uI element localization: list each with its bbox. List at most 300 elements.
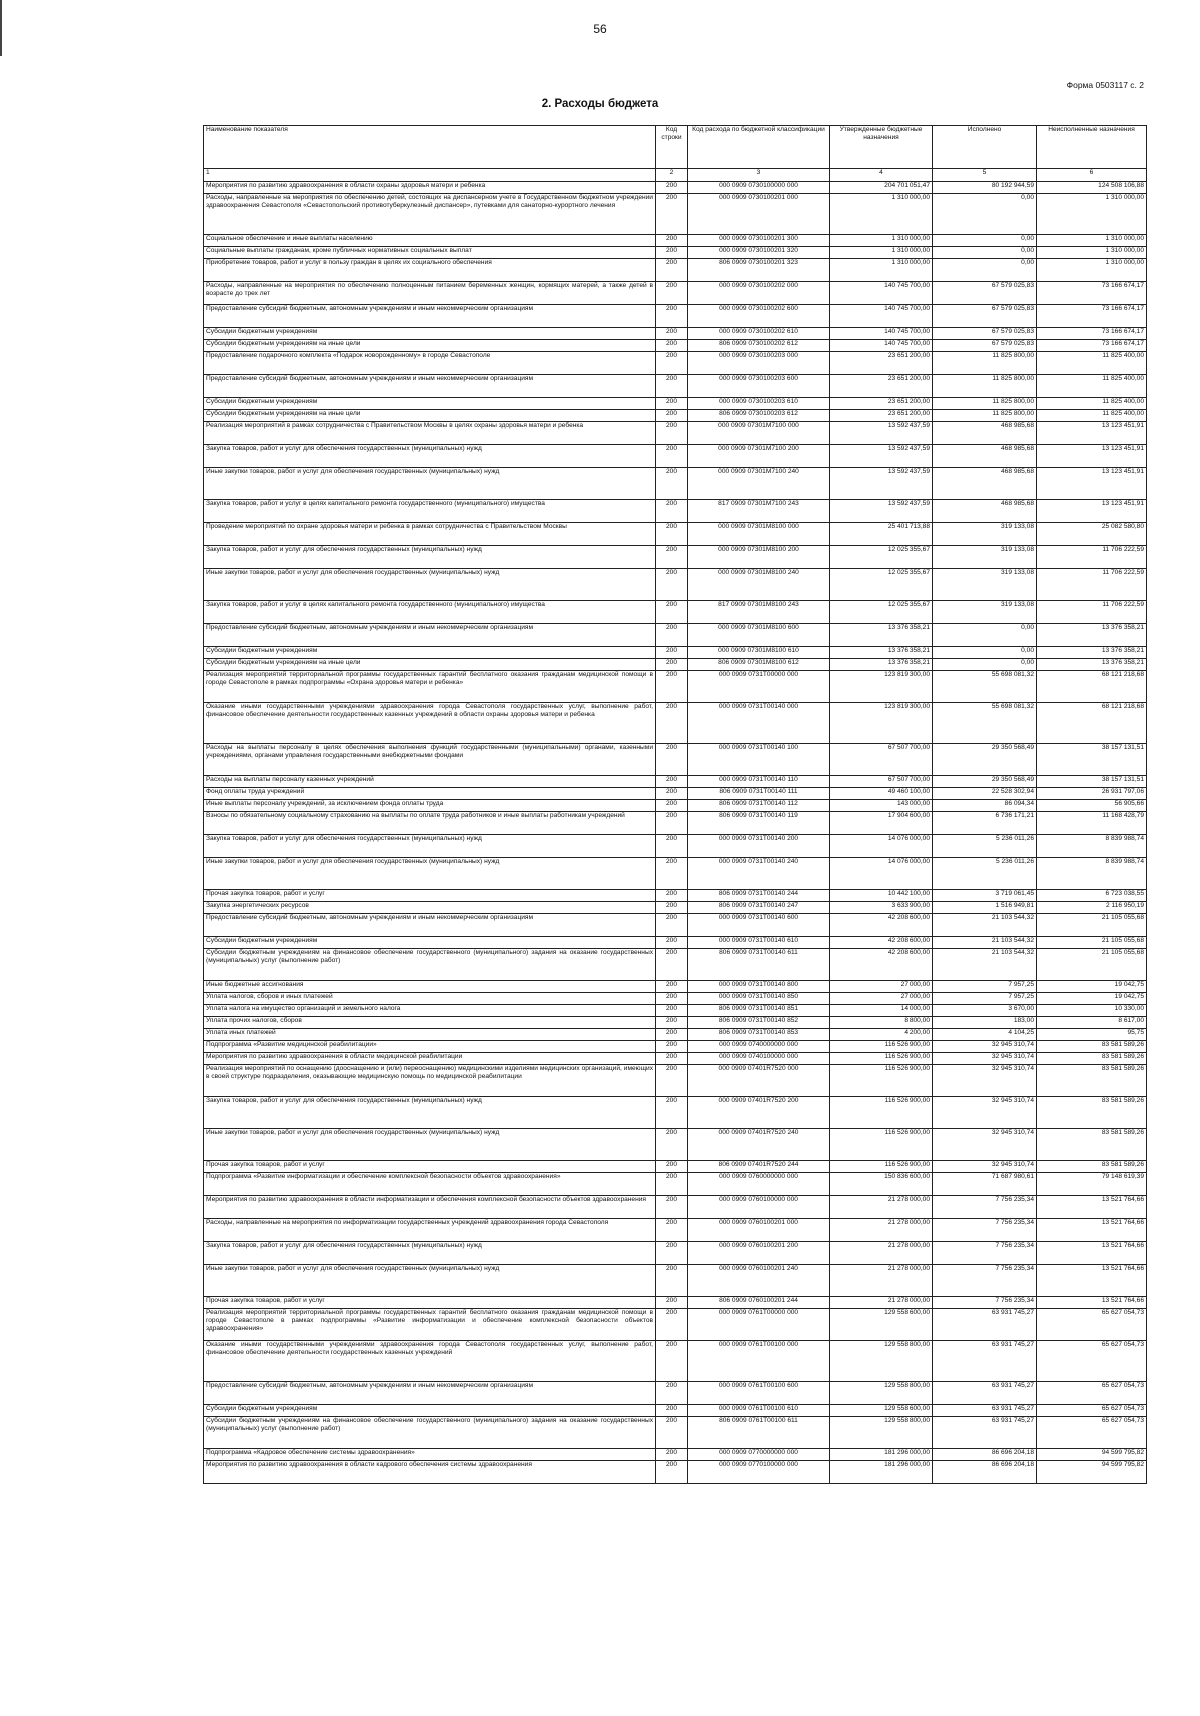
row-classification-code-cell: 806 0909 0731T00140 852 bbox=[688, 1017, 830, 1029]
row-executed-cell: 3 670,00 bbox=[933, 1005, 1037, 1017]
row-name-cell: Расходы на выплаты персоналу в целях обеспечения выполнения функций государственными (муниципальными) органами, казенными учреждениями, органами управления государственными внебюджетными фондами bbox=[204, 744, 656, 776]
row-approved-cell: 13 592 437,59 bbox=[830, 500, 933, 523]
row-name-cell: Иные закупки товаров, работ и услуг для обеспечения государственных (муниципальных) нужд bbox=[204, 858, 656, 890]
row-line-code-cell: 200 bbox=[656, 703, 688, 744]
row-executed-cell: 21 103 544,32 bbox=[933, 937, 1037, 949]
table-header-row bbox=[204, 126, 1147, 169]
row-executed-cell: 5 236 011,26 bbox=[933, 835, 1037, 858]
row-executed-cell: 32 945 310,74 bbox=[933, 1065, 1037, 1097]
row-name-cell: Иные бюджетные ассигнования bbox=[204, 981, 656, 993]
row-approved-cell: 150 836 600,00 bbox=[830, 1173, 933, 1196]
row-executed-cell: 11 825 800,00 bbox=[933, 352, 1037, 375]
row-executed-cell: 21 103 544,32 bbox=[933, 949, 1037, 981]
row-line-code-cell: 200 bbox=[656, 1297, 688, 1309]
table-row bbox=[204, 352, 1147, 375]
col-header-approved: Утвержденные бюджетные назначения bbox=[830, 126, 933, 169]
table-row bbox=[204, 235, 1147, 247]
row-line-code-cell: 200 bbox=[656, 993, 688, 1005]
row-unexecuted-cell: 19 042,75 bbox=[1037, 993, 1147, 1005]
row-executed-cell: 71 687 980,61 bbox=[933, 1173, 1037, 1196]
row-classification-code-cell: 000 0909 0730100203 000 bbox=[688, 352, 830, 375]
row-classification-code-cell: 806 0909 0760100201 244 bbox=[688, 1297, 830, 1309]
row-line-code-cell: 200 bbox=[656, 1382, 688, 1405]
row-classification-code-cell: 806 0909 0761T00100 611 bbox=[688, 1417, 830, 1449]
row-unexecuted-cell: 68 121 218,68 bbox=[1037, 671, 1147, 703]
row-unexecuted-cell: 83 581 589,26 bbox=[1037, 1129, 1147, 1161]
row-line-code-cell: 200 bbox=[656, 1017, 688, 1029]
row-name-cell: Реализация мероприятий территориальной программы государственных гарантий бесплатного оказания гражданам медицинской помощи в городе Севастополе в рамках подпрограммы «Развитие информатизации и обеспечение комплексной безопасности объектов здравоохранения» bbox=[204, 1309, 656, 1341]
table-row bbox=[204, 422, 1147, 445]
row-approved-cell: 13 592 437,59 bbox=[830, 468, 933, 500]
row-line-code-cell: 200 bbox=[656, 788, 688, 800]
table-row bbox=[204, 410, 1147, 422]
table-row bbox=[204, 788, 1147, 800]
row-line-code-cell: 200 bbox=[656, 647, 688, 659]
row-executed-cell: 32 945 310,74 bbox=[933, 1161, 1037, 1173]
table-row bbox=[204, 194, 1147, 235]
row-name-cell: Субсидии бюджетным учреждениям на иные цели bbox=[204, 340, 656, 352]
row-executed-cell: 7 756 235,34 bbox=[933, 1219, 1037, 1242]
row-classification-code-cell: 817 0909 07301M8100 243 bbox=[688, 601, 830, 624]
row-line-code-cell: 200 bbox=[656, 1461, 688, 1484]
row-name-cell: Прочая закупка товаров, работ и услуг bbox=[204, 1161, 656, 1173]
table-row bbox=[204, 835, 1147, 858]
row-classification-code-cell: 000 0909 07401R7520 240 bbox=[688, 1129, 830, 1161]
row-name-cell: Расходы, направленные на мероприятия по информатизации государственных учреждений здравоохранения города Севастополя bbox=[204, 1219, 656, 1242]
row-executed-cell: 63 931 745,27 bbox=[933, 1341, 1037, 1382]
row-unexecuted-cell: 21 105 055,68 bbox=[1037, 949, 1147, 981]
col-number: 6 bbox=[1037, 169, 1147, 182]
row-name-cell: Подпрограмма «Развитие медицинской реабилитации» bbox=[204, 1041, 656, 1053]
row-unexecuted-cell: 6 723 038,55 bbox=[1037, 890, 1147, 902]
row-executed-cell: 55 698 081,32 bbox=[933, 671, 1037, 703]
row-executed-cell: 29 350 568,49 bbox=[933, 744, 1037, 776]
row-unexecuted-cell: 83 581 589,26 bbox=[1037, 1053, 1147, 1065]
row-unexecuted-cell: 65 627 054,73 bbox=[1037, 1309, 1147, 1341]
row-classification-code-cell: 000 0909 07401R7520 200 bbox=[688, 1097, 830, 1129]
row-classification-code-cell: 000 0909 0731T00140 850 bbox=[688, 993, 830, 1005]
row-unexecuted-cell: 13 521 764,66 bbox=[1037, 1219, 1147, 1242]
row-unexecuted-cell: 13 123 451,91 bbox=[1037, 468, 1147, 500]
row-name-cell: Уплата прочих налогов, сборов bbox=[204, 1017, 656, 1029]
row-executed-cell: 67 579 025,83 bbox=[933, 340, 1037, 352]
row-name-cell: Мероприятия по развитию здравоохранения в области охраны здоровья матери и ребенка bbox=[204, 182, 656, 194]
row-line-code-cell: 200 bbox=[656, 1405, 688, 1417]
row-classification-code-cell: 000 0909 0740100000 000 bbox=[688, 1053, 830, 1065]
row-unexecuted-cell: 95,75 bbox=[1037, 1029, 1147, 1041]
row-unexecuted-cell: 83 581 589,26 bbox=[1037, 1161, 1147, 1173]
row-line-code-cell: 200 bbox=[656, 1065, 688, 1097]
col-number: 3 bbox=[688, 169, 830, 182]
row-name-cell: Фонд оплаты труда учреждений bbox=[204, 788, 656, 800]
row-name-cell: Субсидии бюджетным учреждениям bbox=[204, 398, 656, 410]
row-classification-code-cell: 000 0909 0760100201 200 bbox=[688, 1242, 830, 1265]
row-line-code-cell: 200 bbox=[656, 375, 688, 398]
row-approved-cell: 17 904 600,00 bbox=[830, 812, 933, 835]
row-line-code-cell: 200 bbox=[656, 858, 688, 890]
row-approved-cell: 129 558 800,00 bbox=[830, 1417, 933, 1449]
row-name-cell: Субсидии бюджетным учреждениям на иные цели bbox=[204, 410, 656, 422]
row-executed-cell: 22 528 302,94 bbox=[933, 788, 1037, 800]
row-executed-cell: 32 945 310,74 bbox=[933, 1129, 1037, 1161]
table-row bbox=[204, 305, 1147, 328]
table-row bbox=[204, 445, 1147, 468]
row-name-cell: Предоставление подарочного комплекта «Подарок новорожденному» в городе Севастополе bbox=[204, 352, 656, 375]
table-row bbox=[204, 1161, 1147, 1173]
row-line-code-cell: 200 bbox=[656, 352, 688, 375]
col-number: 5 bbox=[933, 169, 1037, 182]
row-line-code-cell: 200 bbox=[656, 902, 688, 914]
row-approved-cell: 21 278 000,00 bbox=[830, 1242, 933, 1265]
row-approved-cell: 129 558 800,00 bbox=[830, 1341, 933, 1382]
row-classification-code-cell: 000 0909 0730100203 600 bbox=[688, 375, 830, 398]
row-name-cell: Закупка товаров, работ и услуг для обеспечения государственных (муниципальных) нужд bbox=[204, 1097, 656, 1129]
row-approved-cell: 67 507 700,00 bbox=[830, 776, 933, 788]
row-executed-cell: 3 719 061,45 bbox=[933, 890, 1037, 902]
row-name-cell: Предоставление субсидий бюджетным, автономным учреждениям и иным некоммерческим организациям bbox=[204, 305, 656, 328]
row-executed-cell: 11 825 800,00 bbox=[933, 375, 1037, 398]
table-row bbox=[204, 949, 1147, 981]
row-unexecuted-cell: 1 310 000,00 bbox=[1037, 194, 1147, 235]
row-executed-cell: 63 931 745,27 bbox=[933, 1382, 1037, 1405]
row-line-code-cell: 200 bbox=[656, 1097, 688, 1129]
row-classification-code-cell: 806 0909 0731T00140 611 bbox=[688, 949, 830, 981]
row-classification-code-cell: 000 0909 0730100202 000 bbox=[688, 282, 830, 305]
row-classification-code-cell: 806 0909 0731T00140 112 bbox=[688, 800, 830, 812]
row-line-code-cell: 200 bbox=[656, 1417, 688, 1449]
row-line-code-cell: 200 bbox=[656, 1242, 688, 1265]
row-executed-cell: 0,00 bbox=[933, 659, 1037, 671]
row-line-code-cell: 200 bbox=[656, 981, 688, 993]
row-unexecuted-cell: 83 581 589,26 bbox=[1037, 1065, 1147, 1097]
table-row bbox=[204, 1449, 1147, 1461]
row-name-cell: Закупка товаров, работ и услуг в целях капитального ремонта государственного (муниципального) имущества bbox=[204, 601, 656, 624]
row-name-cell: Оказание иными государственными учреждениями здравоохранения города Севастополя государственных услуг, выполнение работ, финансовое обеспечение деятельности государственных казенных учреждений в области охраны здоровья матери и ребенка bbox=[204, 703, 656, 744]
row-line-code-cell: 200 bbox=[656, 1449, 688, 1461]
row-executed-cell: 21 103 544,32 bbox=[933, 914, 1037, 937]
row-executed-cell: 6 736 171,21 bbox=[933, 812, 1037, 835]
col-header-line-code: Код строки bbox=[656, 126, 688, 169]
row-approved-cell: 1 310 000,00 bbox=[830, 259, 933, 282]
table-row bbox=[204, 858, 1147, 890]
row-line-code-cell: 200 bbox=[656, 800, 688, 812]
row-name-cell: Реализация мероприятий территориальной программы государственных гарантий бесплатного оказания гражданам медицинской помощи в городе Севастополе в рамках подпрограммы «Охрана здоровья матери и ребенка» bbox=[204, 671, 656, 703]
row-executed-cell: 319 133,08 bbox=[933, 523, 1037, 546]
table-row bbox=[204, 812, 1147, 835]
row-line-code-cell: 200 bbox=[656, 1219, 688, 1242]
row-approved-cell: 23 651 200,00 bbox=[830, 375, 933, 398]
row-name-cell: Иные выплаты персоналу учреждений, за исключением фонда оплаты труда bbox=[204, 800, 656, 812]
row-name-cell: Проведение мероприятий по охране здоровья матери и ребенка в рамках сотрудничества с Правительством Москвы bbox=[204, 523, 656, 546]
table-row bbox=[204, 671, 1147, 703]
row-executed-cell: 7 957,25 bbox=[933, 981, 1037, 993]
row-approved-cell: 123 819 300,00 bbox=[830, 703, 933, 744]
row-line-code-cell: 200 bbox=[656, 422, 688, 445]
row-classification-code-cell: 000 0909 0760100000 000 bbox=[688, 1196, 830, 1219]
row-unexecuted-cell: 56 905,66 bbox=[1037, 800, 1147, 812]
row-line-code-cell: 200 bbox=[656, 1341, 688, 1382]
row-executed-cell: 86 696 204,18 bbox=[933, 1449, 1037, 1461]
row-unexecuted-cell: 13 521 764,66 bbox=[1037, 1196, 1147, 1219]
row-unexecuted-cell: 13 521 764,66 bbox=[1037, 1265, 1147, 1297]
row-classification-code-cell: 000 0909 0761T00100 000 bbox=[688, 1341, 830, 1382]
row-approved-cell: 23 651 200,00 bbox=[830, 352, 933, 375]
row-executed-cell: 29 350 568,49 bbox=[933, 776, 1037, 788]
col-number: 4 bbox=[830, 169, 933, 182]
row-unexecuted-cell: 94 599 795,82 bbox=[1037, 1449, 1147, 1461]
row-name-cell: Закупка товаров, работ и услуг для обеспечения государственных (муниципальных) нужд bbox=[204, 835, 656, 858]
row-unexecuted-cell: 38 157 131,51 bbox=[1037, 744, 1147, 776]
row-name-cell: Субсидии бюджетным учреждениям на иные цели bbox=[204, 659, 656, 671]
row-classification-code-cell: 000 0909 0731T00140 000 bbox=[688, 703, 830, 744]
table-row bbox=[204, 776, 1147, 788]
row-executed-cell: 4 104,25 bbox=[933, 1029, 1037, 1041]
row-unexecuted-cell: 124 508 106,88 bbox=[1037, 182, 1147, 194]
row-line-code-cell: 200 bbox=[656, 194, 688, 235]
row-name-cell: Мероприятия по развитию здравоохранения в области кадрового обеспечения системы здравоохранения bbox=[204, 1461, 656, 1484]
row-executed-cell: 55 698 081,32 bbox=[933, 703, 1037, 744]
row-classification-code-cell: 000 0909 0770000000 000 bbox=[688, 1449, 830, 1461]
row-executed-cell: 67 579 025,83 bbox=[933, 305, 1037, 328]
row-approved-cell: 140 745 700,00 bbox=[830, 340, 933, 352]
row-name-cell: Расходы, направленные на мероприятия по обеспечению полноценным питанием беременных женщин, кормящих матерей, а также детей в возрасте до трех лет bbox=[204, 282, 656, 305]
row-unexecuted-cell: 11 706 222,59 bbox=[1037, 569, 1147, 601]
row-classification-code-cell: 000 0909 07301M8100 610 bbox=[688, 647, 830, 659]
row-line-code-cell: 200 bbox=[656, 812, 688, 835]
row-executed-cell: 0,00 bbox=[933, 235, 1037, 247]
row-classification-code-cell: 000 0909 0730100201 320 bbox=[688, 247, 830, 259]
row-unexecuted-cell: 13 521 764,66 bbox=[1037, 1242, 1147, 1265]
row-approved-cell: 140 745 700,00 bbox=[830, 305, 933, 328]
row-name-cell: Мероприятия по развитию здравоохранения в области информатизации и обеспечения комплексной безопасности объектов здравоохранения bbox=[204, 1196, 656, 1219]
row-approved-cell: 140 745 700,00 bbox=[830, 328, 933, 340]
col-header-name: Наименование показателя bbox=[204, 126, 656, 169]
row-approved-cell: 3 633 900,00 bbox=[830, 902, 933, 914]
table-row bbox=[204, 1265, 1147, 1297]
table-row bbox=[204, 247, 1147, 259]
table-row bbox=[204, 1405, 1147, 1417]
row-classification-code-cell: 000 0909 0731T00140 240 bbox=[688, 858, 830, 890]
row-approved-cell: 14 076 000,00 bbox=[830, 835, 933, 858]
row-executed-cell: 468 985,68 bbox=[933, 422, 1037, 445]
row-name-cell: Уплата иных платежей bbox=[204, 1029, 656, 1041]
table-row bbox=[204, 981, 1147, 993]
row-executed-cell: 32 945 310,74 bbox=[933, 1053, 1037, 1065]
table-row bbox=[204, 1041, 1147, 1053]
row-unexecuted-cell: 21 105 055,68 bbox=[1037, 914, 1147, 937]
row-approved-cell: 13 592 437,59 bbox=[830, 422, 933, 445]
row-name-cell: Субсидии бюджетным учреждениям bbox=[204, 328, 656, 340]
row-executed-cell: 32 945 310,74 bbox=[933, 1097, 1037, 1129]
row-approved-cell: 21 278 000,00 bbox=[830, 1196, 933, 1219]
row-classification-code-cell: 000 0909 07301M8100 000 bbox=[688, 523, 830, 546]
row-approved-cell: 116 526 900,00 bbox=[830, 1097, 933, 1129]
row-classification-code-cell: 000 0909 07301M7100 200 bbox=[688, 445, 830, 468]
row-line-code-cell: 200 bbox=[656, 500, 688, 523]
row-classification-code-cell: 000 0909 0760100201 240 bbox=[688, 1265, 830, 1297]
row-unexecuted-cell: 94 599 795,82 bbox=[1037, 1461, 1147, 1484]
table-row bbox=[204, 1382, 1147, 1405]
row-name-cell: Прочая закупка товаров, работ и услуг bbox=[204, 1297, 656, 1309]
row-executed-cell: 7 957,25 bbox=[933, 993, 1037, 1005]
row-unexecuted-cell: 83 581 589,26 bbox=[1037, 1097, 1147, 1129]
row-line-code-cell: 200 bbox=[656, 1173, 688, 1196]
table-row bbox=[204, 523, 1147, 546]
column-number-row bbox=[204, 169, 1147, 182]
row-approved-cell: 12 025 355,67 bbox=[830, 546, 933, 569]
row-executed-cell: 32 945 310,74 bbox=[933, 1041, 1037, 1053]
row-name-cell: Социальные выплаты гражданам, кроме публичных нормативных социальных выплат bbox=[204, 247, 656, 259]
table-row bbox=[204, 282, 1147, 305]
table-row bbox=[204, 703, 1147, 744]
table-row bbox=[204, 1017, 1147, 1029]
row-classification-code-cell: 000 0909 0760100201 000 bbox=[688, 1219, 830, 1242]
row-line-code-cell: 200 bbox=[656, 569, 688, 601]
row-line-code-cell: 200 bbox=[656, 1041, 688, 1053]
row-executed-cell: 319 133,08 bbox=[933, 546, 1037, 569]
row-classification-code-cell: 000 0909 0730100201 300 bbox=[688, 235, 830, 247]
row-classification-code-cell: 806 0909 0731T00140 853 bbox=[688, 1029, 830, 1041]
row-classification-code-cell: 000 0909 0730100201 000 bbox=[688, 194, 830, 235]
table-row bbox=[204, 1129, 1147, 1161]
row-line-code-cell: 200 bbox=[656, 624, 688, 647]
row-line-code-cell: 200 bbox=[656, 398, 688, 410]
row-executed-cell: 468 985,68 bbox=[933, 445, 1037, 468]
row-classification-code-cell: 000 0909 0731T00140 200 bbox=[688, 835, 830, 858]
row-name-cell: Закупка товаров, работ и услуг для обеспечения государственных (муниципальных) нужд bbox=[204, 445, 656, 468]
row-unexecuted-cell: 13 123 451,91 bbox=[1037, 445, 1147, 468]
row-executed-cell: 67 579 025,83 bbox=[933, 328, 1037, 340]
row-classification-code-cell: 000 0909 0731T00140 600 bbox=[688, 914, 830, 937]
row-line-code-cell: 200 bbox=[656, 1029, 688, 1041]
row-approved-cell: 14 000,00 bbox=[830, 1005, 933, 1017]
row-unexecuted-cell: 65 627 054,73 bbox=[1037, 1417, 1147, 1449]
row-approved-cell: 42 208 600,00 bbox=[830, 949, 933, 981]
row-executed-cell: 7 756 235,34 bbox=[933, 1297, 1037, 1309]
row-name-cell: Иные закупки товаров, работ и услуг для обеспечения государственных (муниципальных) нужд bbox=[204, 569, 656, 601]
row-unexecuted-cell: 38 157 131,51 bbox=[1037, 776, 1147, 788]
row-line-code-cell: 200 bbox=[656, 914, 688, 937]
table-row bbox=[204, 259, 1147, 282]
row-approved-cell: 49 460 100,00 bbox=[830, 788, 933, 800]
row-name-cell: Предоставление субсидий бюджетным, автономным учреждениям и иным некоммерческим организациям bbox=[204, 375, 656, 398]
row-line-code-cell: 200 bbox=[656, 835, 688, 858]
row-classification-code-cell: 000 0909 0761T00100 610 bbox=[688, 1405, 830, 1417]
row-approved-cell: 13 376 358,21 bbox=[830, 647, 933, 659]
row-approved-cell: 23 651 200,00 bbox=[830, 398, 933, 410]
row-line-code-cell: 200 bbox=[656, 937, 688, 949]
row-unexecuted-cell: 1 310 000,00 bbox=[1037, 235, 1147, 247]
table-row bbox=[204, 1173, 1147, 1196]
row-approved-cell: 12 025 355,67 bbox=[830, 601, 933, 624]
row-line-code-cell: 200 bbox=[656, 1309, 688, 1341]
row-approved-cell: 27 000,00 bbox=[830, 981, 933, 993]
row-classification-code-cell: 000 0909 07301M8100 240 bbox=[688, 569, 830, 601]
row-line-code-cell: 200 bbox=[656, 776, 688, 788]
row-executed-cell: 468 985,68 bbox=[933, 500, 1037, 523]
row-classification-code-cell: 000 0909 07301M7100 240 bbox=[688, 468, 830, 500]
table-row bbox=[204, 468, 1147, 500]
row-classification-code-cell: 806 0909 0730100202 612 bbox=[688, 340, 830, 352]
row-unexecuted-cell: 25 082 580,80 bbox=[1037, 523, 1147, 546]
row-unexecuted-cell: 11 825 400,00 bbox=[1037, 398, 1147, 410]
row-name-cell: Субсидии бюджетным учреждениям bbox=[204, 1405, 656, 1417]
table-row bbox=[204, 1065, 1147, 1097]
row-classification-code-cell: 000 0909 0761T00000 000 bbox=[688, 1309, 830, 1341]
row-classification-code-cell: 806 0909 0730100201 323 bbox=[688, 259, 830, 282]
row-unexecuted-cell: 8 839 988,74 bbox=[1037, 858, 1147, 890]
row-line-code-cell: 200 bbox=[656, 305, 688, 328]
row-unexecuted-cell: 13 376 358,21 bbox=[1037, 659, 1147, 671]
row-name-cell: Предоставление субсидий бюджетным, автономным учреждениям и иным некоммерческим организациям bbox=[204, 914, 656, 937]
table-row bbox=[204, 601, 1147, 624]
table-row bbox=[204, 1029, 1147, 1041]
row-executed-cell: 0,00 bbox=[933, 247, 1037, 259]
table-row bbox=[204, 1242, 1147, 1265]
row-line-code-cell: 200 bbox=[656, 1005, 688, 1017]
row-name-cell: Субсидии бюджетным учреждениям на финансовое обеспечение государственного (муниципального) задания на оказание государственных (муниципальных) услуг (выполнение работ) bbox=[204, 1417, 656, 1449]
row-approved-cell: 13 376 358,21 bbox=[830, 624, 933, 647]
row-executed-cell: 63 931 745,27 bbox=[933, 1309, 1037, 1341]
row-executed-cell: 183,00 bbox=[933, 1017, 1037, 1029]
row-unexecuted-cell: 11 825 400,00 bbox=[1037, 352, 1147, 375]
row-classification-code-cell: 000 0909 0761T00100 600 bbox=[688, 1382, 830, 1405]
table-row bbox=[204, 1341, 1147, 1382]
row-line-code-cell: 200 bbox=[656, 1265, 688, 1297]
row-line-code-cell: 200 bbox=[656, 235, 688, 247]
table-row bbox=[204, 500, 1147, 523]
page-number: 56 bbox=[593, 22, 607, 36]
row-executed-cell: 67 579 025,83 bbox=[933, 282, 1037, 305]
budget-expenses-table bbox=[203, 125, 1147, 1484]
row-name-cell: Субсидии бюджетным учреждениям bbox=[204, 647, 656, 659]
row-name-cell: Закупка товаров, работ и услуг для обеспечения государственных (муниципальных) нужд bbox=[204, 546, 656, 569]
row-approved-cell: 129 558 600,00 bbox=[830, 1309, 933, 1341]
row-unexecuted-cell: 11 168 428,79 bbox=[1037, 812, 1147, 835]
row-unexecuted-cell: 8 617,00 bbox=[1037, 1017, 1147, 1029]
row-executed-cell: 0,00 bbox=[933, 194, 1037, 235]
row-executed-cell: 7 756 235,34 bbox=[933, 1265, 1037, 1297]
row-unexecuted-cell: 65 627 054,73 bbox=[1037, 1341, 1147, 1382]
table-row bbox=[204, 914, 1147, 937]
row-executed-cell: 80 192 944,59 bbox=[933, 182, 1037, 194]
row-name-cell: Уплата налога на имущество организаций и земельного налога bbox=[204, 1005, 656, 1017]
row-approved-cell: 42 208 600,00 bbox=[830, 937, 933, 949]
row-unexecuted-cell: 73 166 674,17 bbox=[1037, 305, 1147, 328]
table-row bbox=[204, 1297, 1147, 1309]
row-unexecuted-cell: 83 581 589,26 bbox=[1037, 1041, 1147, 1053]
row-classification-code-cell: 000 0909 07301M8100 600 bbox=[688, 624, 830, 647]
row-classification-code-cell: 806 0909 0731T00140 244 bbox=[688, 890, 830, 902]
row-classification-code-cell: 000 0909 0730100203 610 bbox=[688, 398, 830, 410]
row-executed-cell: 86 094,34 bbox=[933, 800, 1037, 812]
table-row bbox=[204, 375, 1147, 398]
row-classification-code-cell: 000 0909 0731T00140 800 bbox=[688, 981, 830, 993]
row-classification-code-cell: 000 0909 07401R7520 000 bbox=[688, 1065, 830, 1097]
row-unexecuted-cell: 10 330,00 bbox=[1037, 1005, 1147, 1017]
row-line-code-cell: 200 bbox=[656, 1196, 688, 1219]
row-name-cell: Закупка товаров, работ и услуг в целях капитального ремонта государственного (муниципального) имущества bbox=[204, 500, 656, 523]
row-approved-cell: 8 800,00 bbox=[830, 1017, 933, 1029]
row-name-cell: Уплата налогов, сборов и иных платежей bbox=[204, 993, 656, 1005]
table-row bbox=[204, 398, 1147, 410]
table-row bbox=[204, 569, 1147, 601]
table-row bbox=[204, 890, 1147, 902]
row-classification-code-cell: 000 0909 0730100202 600 bbox=[688, 305, 830, 328]
row-executed-cell: 0,00 bbox=[933, 259, 1037, 282]
row-executed-cell: 1 516 949,81 bbox=[933, 902, 1037, 914]
row-approved-cell: 181 296 000,00 bbox=[830, 1449, 933, 1461]
